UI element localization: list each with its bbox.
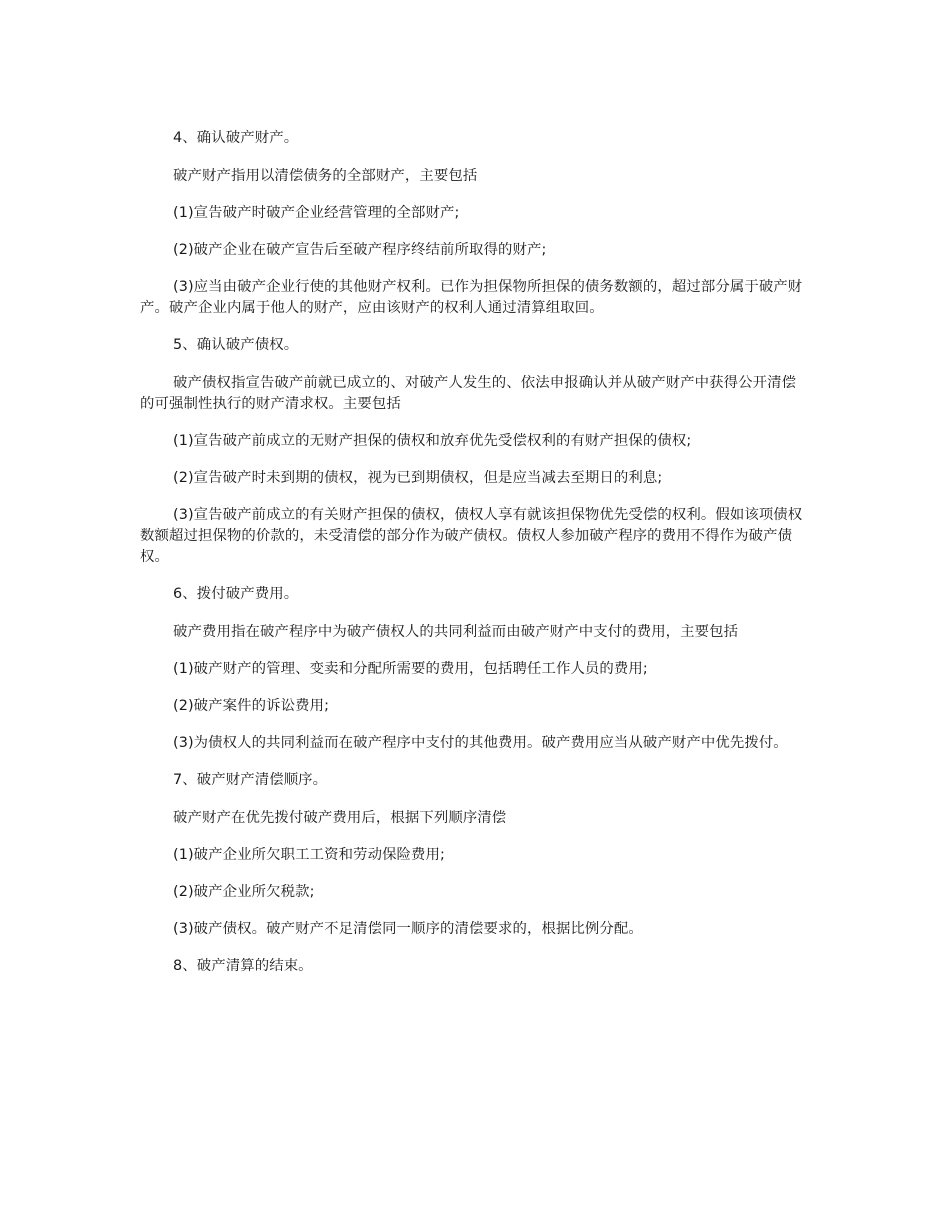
section-heading-4: 4、确认破产财产。 — [173, 130, 299, 146]
paragraph: 破产财产指用以清偿债务的全部财产，主要包括 — [173, 168, 478, 184]
list-item: (3)为债权人的共同利益而在破产程序中支付的其他费用。破产费用应当从破产财产中优先拨付。 — [173, 735, 788, 751]
list-item: (1)宣告破产时破产企业经营管理的全部财产; — [173, 205, 460, 221]
section-heading-8: 8、破产清算的结束。 — [173, 958, 313, 974]
list-item: (1)破产企业所欠职工工资和劳动保险费用; — [173, 847, 445, 863]
section-heading-6: 6、拨付破产费用。 — [173, 586, 299, 602]
paragraph: 破产财产在优先拨付破产费用后，根据下列顺序清偿 — [173, 810, 507, 826]
list-item: (2)破产企业在破产宣告后至破产程序终结前所取得的财产; — [173, 242, 547, 258]
list-item: (1)宣告破产前成立的无财产担保的债权和放弃优先受偿权利的有财产担保的债权; — [173, 433, 692, 449]
paragraph: 破产费用指在破产程序中为破产债权人的共同利益而由破产财产中支付的费用，主要包括 — [173, 624, 739, 640]
list-item: (3)破产债权。破产财产不足清偿同一顺序的清偿要求的，根据比例分配。 — [173, 921, 643, 937]
list-item: (3)应当由破产企业行使的其他财产权利。已作为担保物所担保的债务数额的，超过部分属于破产财产。破产企业内属于他人的财产，应由该财产的权利人通过清算组取回。 — [140, 279, 803, 316]
list-item: (3)宣告破产前成立的有关财产担保的债权，债权人享有就该担保物优先受偿的权利。假如该项债权数额超过担保物的价款的，未受清偿的部分作为破产债权。债权人参加破产程序的费用不得作为破产债权。 — [140, 507, 803, 565]
paragraph: 破产债权指宣告破产前就已成立的、对破产人发生的、依法申报确认并从破产财产中获得公开清偿的可强制性执行的财产清求权。主要包括 — [140, 375, 797, 412]
list-item: (1)破产财产的管理、变卖和分配所需要的费用，包括聘任工作人员的费用; — [173, 661, 648, 677]
section-heading-5: 5、确认破产债权。 — [173, 337, 299, 353]
list-item: (2)宣告破产时未到期的债权，视为已到期债权，但是应当减去至期日的利息; — [173, 470, 663, 486]
document-page — [140, 128, 810, 994]
list-item: (2)破产案件的诉讼费用; — [173, 698, 330, 714]
section-heading-7: 7、破产财产清偿顺序。 — [173, 772, 328, 788]
list-item: (2)破产企业所欠税款; — [173, 884, 315, 900]
